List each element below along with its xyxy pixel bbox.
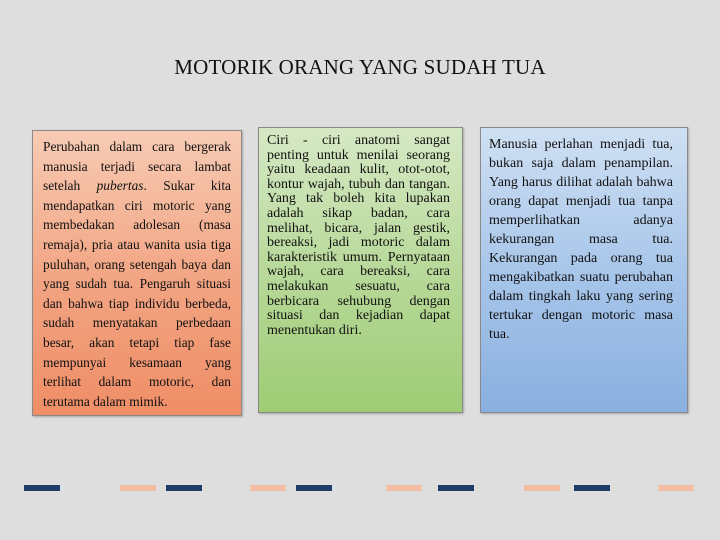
middle-box-text: Ciri - ciri anatomi sangat penting untuk menilai seorang yaitu keadaan kulit, otot-otot, kontur wajah, tubuh dan tangan. Yang tak boleh kita lupakan adalah sikap badan, cara melihat, bicara, jalan gestik, bereaksi, jadi motoric dalam karakteristik umum. Pernyataan wajah, cara bereaksi, cara melakukan sesuatu, cara berbicara sehubung dengan situasi dan kejadian dapat menentukan diri. xyxy=(267,133,450,338)
left-box-text-end: . Sukar kita mendapatkan ciri motoric yang membedakan adolesan (masa remaja), pria atau wanita usia tiga puluhan, orang setengah baya dan yang sudah tua. Pengaruh situasi dan bahwa tiap individu berbeda, sudah menyatakan perbedaan besar, akan tetapi tiap fase mempunyai kesamaan yang terlihat dalam motoric, dan terutama dalam mimik. xyxy=(43,178,231,409)
text-box-right xyxy=(480,127,688,413)
decorative-dash xyxy=(24,485,60,491)
right-box-text: Manusia perlahan menjadi tua, bukan saja dalam penampilan. Yang harus dilihat adalah bahwa orang dapat menjadi tua tanpa memperlihatkan adanya kekurangan masa tua. Kekurangan pada orang tua mengakibatkan suatu perubahan dalam tingkah laku yang sering tertukar dengan motoric masa tua. xyxy=(489,137,673,342)
decorative-dash xyxy=(524,485,560,491)
decorative-dash xyxy=(250,485,286,491)
decorative-dash xyxy=(166,485,202,491)
text-box-middle xyxy=(258,127,463,413)
decorative-dash xyxy=(658,485,694,491)
left-box-emphasis: pubertas xyxy=(96,178,144,194)
left-box-text-start: Perubahan dalam cara bergerak manusia terjadi secara lambat setelah xyxy=(43,139,231,194)
left-box-text xyxy=(43,137,231,411)
decorative-dash xyxy=(120,485,156,491)
slide-title: MOTORIK ORANG YANG SUDAH TUA xyxy=(174,55,546,79)
text-box-left xyxy=(32,130,242,416)
decorative-dash xyxy=(296,485,332,491)
decorative-dash xyxy=(386,485,422,491)
decorative-dash xyxy=(574,485,610,491)
decorative-dash xyxy=(438,485,474,491)
